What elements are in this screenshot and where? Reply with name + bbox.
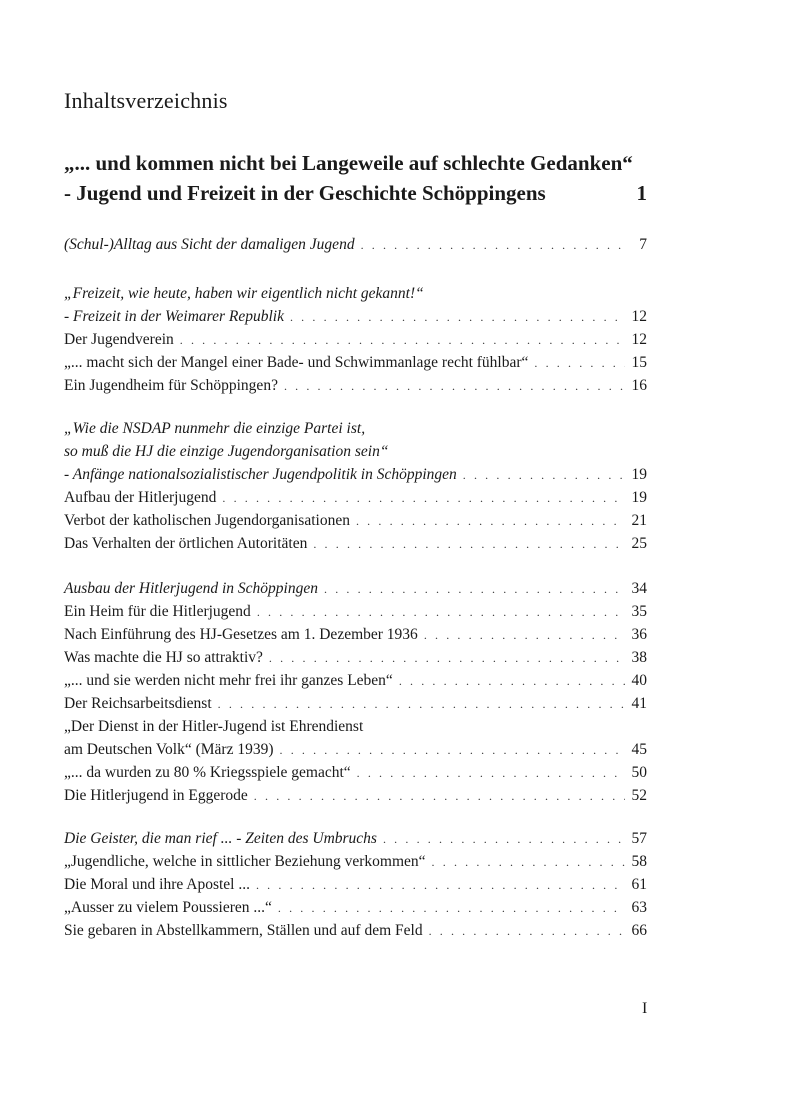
page-ref: 36 [631,626,647,643]
leader-dots [307,533,625,556]
toc-section-4 [64,577,647,807]
toc-entry[interactable]: Nach Einführung des HJ-Gesetzes am 1. Dezember 1936 . . . 36 [64,623,647,646]
toc-entry[interactable]: Verbot der katholischen Jugendorganisationen . . . 21 [64,509,647,532]
toc-entry[interactable]: (Schul-)Alltag aus Sicht der damaligen Jugend . . . 7 [64,233,647,256]
leader-dots [174,329,625,352]
leader-dots [272,897,625,920]
page-ref: 21 [631,512,647,529]
leader-dots [250,874,625,897]
leader-dots [393,670,625,693]
page-number: I [642,1000,648,1017]
page-ref: 19 [631,489,647,506]
leader-dots [216,487,625,510]
toc-entry[interactable]: - Anfänge nationalsozialistischer Jugendpolitik in Schöppingen . . . 19 [64,463,647,486]
page-ref: 40 [631,672,647,689]
toc-section-5 [64,827,647,942]
page-title: Inhaltsverzeichnis [64,88,228,113]
leader-dots [350,510,625,533]
page-ref: 50 [631,764,647,781]
page-ref: 41 [631,695,647,712]
toc-entry[interactable]: Der Reichsarbeitsdienst . . . 41 [64,692,647,715]
leader-dots [318,578,625,601]
page-ref: 38 [631,649,647,666]
leader-dots [355,234,625,257]
toc-section-2 [64,282,647,397]
page-ref: 58 [631,853,647,870]
toc-entry[interactable]: „... macht sich der Mangel einer Bade- und Schwimmanlage recht fühlbar“ . . . 15 [64,351,647,374]
toc-entry[interactable]: Aufbau der Hitlerjugend . . . 19 [64,486,647,509]
page-ref: 12 [631,331,647,348]
leader-dots [274,739,626,762]
page-ref: 15 [631,354,647,371]
toc-section-3 [64,417,647,555]
toc-entry[interactable]: „... da wurden zu 80 % Kriegsspiele gemacht“ . . . 50 [64,761,647,784]
page-ref: 34 [631,580,647,597]
main-chapter-entry[interactable] [64,148,647,208]
page-ref: 12 [631,308,647,325]
leader-dots [377,828,625,851]
leader-dots [284,306,625,329]
toc-section-1 [64,233,647,256]
page-ref: 52 [631,787,647,804]
leader-dots [418,624,625,647]
leader-dots [278,375,625,398]
toc-entry[interactable]: am Deutschen Volk“ (März 1939) . . . 45 [64,738,647,761]
leader-dots [528,352,625,375]
leader-dots [457,464,625,487]
toc-entry[interactable]: Was machte die HJ so attraktiv? . . . 38 [64,646,647,669]
toc-entry[interactable]: Ein Heim für die Hitlerjugend . . . 35 [64,600,647,623]
leader-dots [423,920,625,943]
page-ref: 25 [631,535,647,552]
leader-dots [251,601,625,624]
toc-entry[interactable]: Ein Jugendheim für Schöppingen? . . . 16 [64,374,647,397]
toc-entry[interactable]: „Ausser zu vielem Poussieren ...“ . . . 63 [64,896,647,919]
toc-entry[interactable]: Die Geister, die man rief ... - Zeiten des Umbruchs . . . 57 [64,827,647,850]
page-ref: 63 [631,899,647,916]
page-ref: 61 [631,876,647,893]
toc-entry[interactable]: Die Moral und ihre Apostel ... . . . 61 [64,873,647,896]
leader-dots [263,647,625,670]
toc-entry-heading-line: „Freizeit, wie heute, haben wir eigentlich nicht gekannt!“ [64,285,424,302]
leader-dots [426,851,625,874]
page-ref: 66 [631,922,647,939]
page-ref: 7 [639,236,647,253]
page-ref: 19 [631,466,647,483]
toc-entry[interactable]: „Jugendliche, welche in sittlicher Beziehung verkommen“ . . . 58 [64,850,647,873]
toc-entry[interactable]: - Freizeit in der Weimarer Republik . . . 12 [64,305,647,328]
leader-dots [248,785,625,808]
toc-entry-heading-line: „Wie die NSDAP nunmehr die einzige Partei ist, [64,420,366,437]
leader-dots [351,762,625,785]
toc-entry[interactable]: Der Jugendverein . . . 12 [64,328,647,351]
toc-entry[interactable]: Ausbau der Hitlerjugend in Schöppingen . . . 34 [64,577,647,600]
page-ref: 35 [631,603,647,620]
toc-entry[interactable]: Die Hitlerjugend in Eggerode . . . 52 [64,784,647,807]
page-ref: 16 [631,377,647,394]
page-ref: 1 [636,181,647,205]
page-ref: 57 [631,830,647,847]
page-ref: 45 [631,741,647,758]
toc-entry[interactable]: Sie gebaren in Abstellkammern, Ställen und auf dem Feld . . . 66 [64,919,647,942]
main-entry-line2: - Jugend und Freizeit in der Geschichte Schöppingens [64,181,546,205]
main-entry-line1: „... und kommen nicht bei Langeweile auf schlechte Gedanken“ [64,151,633,175]
toc-entry-heading-line: „Der Dienst in der Hitler-Jugend ist Ehrendienst [64,718,364,735]
leader-dots [212,693,625,716]
toc-entry[interactable]: „... und sie werden nicht mehr frei ihr ganzes Leben“ . . . 40 [64,669,647,692]
toc-entry[interactable]: Das Verhalten der örtlichen Autoritäten . . . 25 [64,532,647,555]
toc-entry-heading-line: so muß die HJ die einzige Jugendorganisation sein“ [64,443,389,460]
